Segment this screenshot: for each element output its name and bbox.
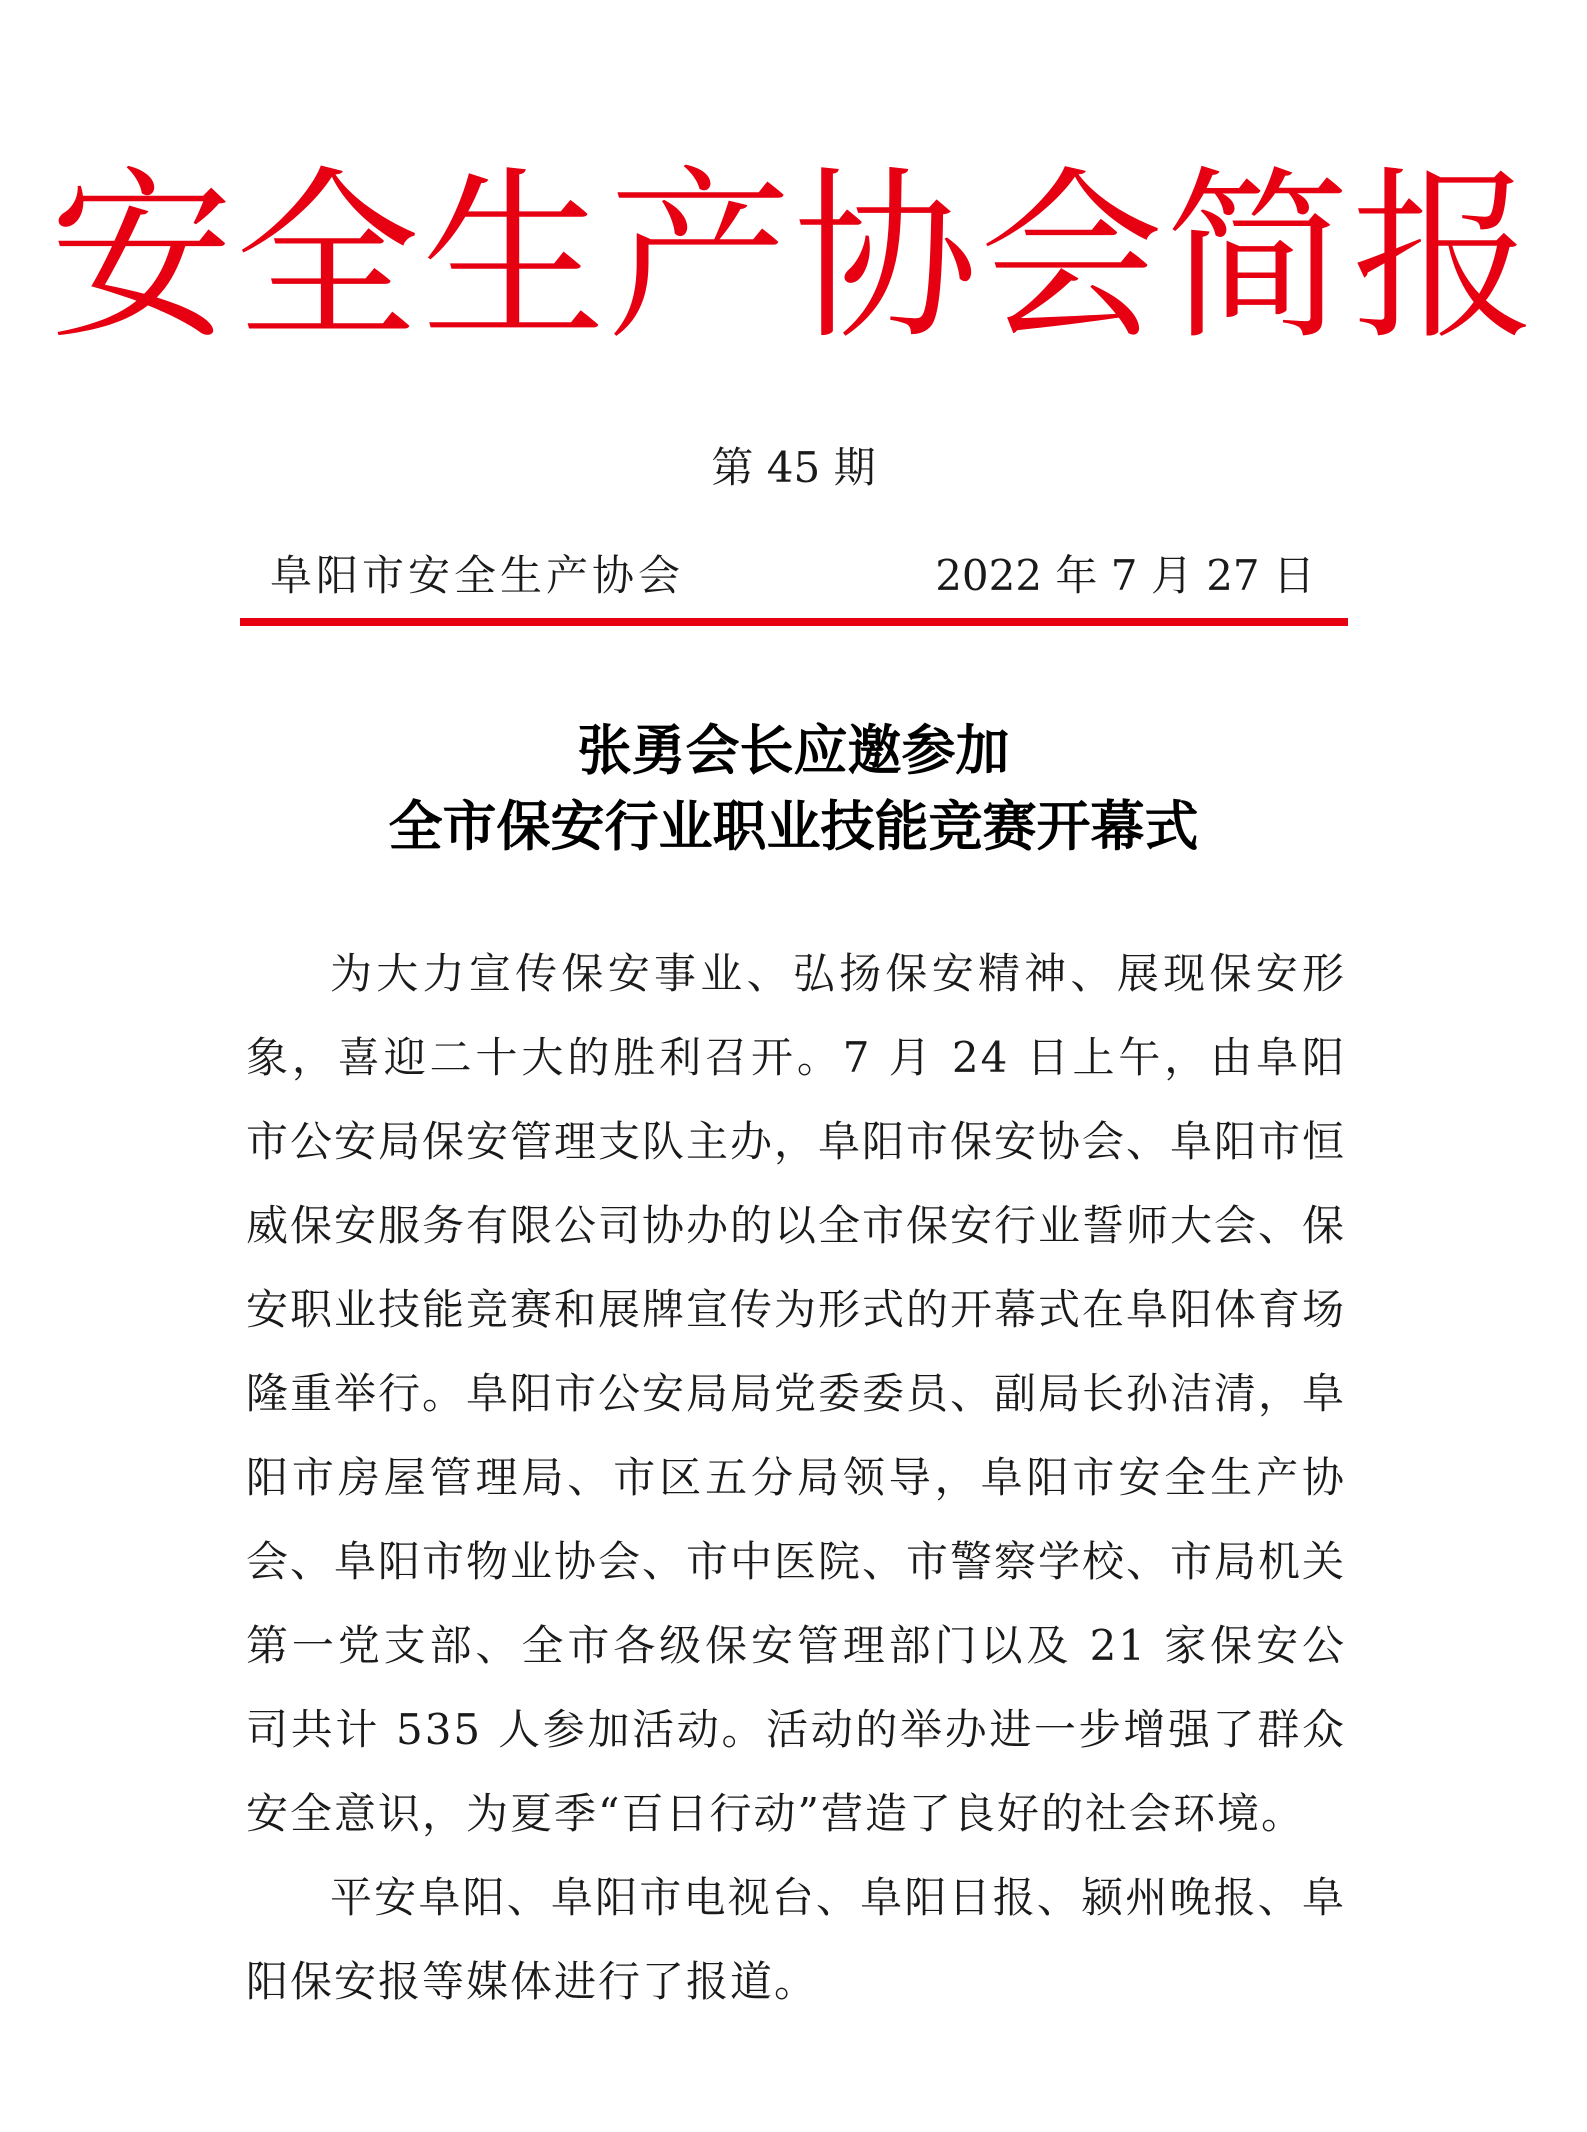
article-paragraph: 为大力宣传保安事业、弘扬保安精神、展现保安形象，喜迎二十大的胜利召开。7 月 24 日上午，由阜阳市公安局保安管理支队主办，阜阳市保安协会、阜阳市恒威保安服务有限公司协办的以全市保安行业誓师大会、保安职业技能竞赛和展牌宣传为形式的开幕式在阜阳体育场隆重举行。阜阳市公安局局党委委员、副局长孙洁清，阜阳市房屋管理局、市区五分局领导，阜阳市安全生产协会、阜阳市物业协会、市中医院、市警察学校、市局机关第一党支部、全市各级保安管理部门以及 21 家保安公司共计 535 人参加活动。活动的举办进一步增强了群众安全意识，为夏季“百日行动”营造了良好的社会环境。 <box>246 949 1347 1838</box>
newsletter-masthead: 安全生产协会简报 <box>49 151 1538 365</box>
issue-number: 第 45 期 <box>711 443 876 492</box>
publisher-organization: 阜阳市安全生产协会 <box>270 551 685 600</box>
article-title-line-2: 全市保安行业职业技能竞赛开幕式 <box>388 794 1199 858</box>
publication-date: 2022 年 7 月 27 日 <box>935 551 1315 600</box>
article-paragraph: 平安阜阳、阜阳市电视台、阜阳日报、颍州晚报、阜阳保安报等媒体进行了报道。 <box>246 1873 1346 2006</box>
article-title-line-1: 张勇会长应邀参加 <box>577 718 1010 782</box>
article-body <box>246 932 1346 2024</box>
article-title <box>0 712 1587 864</box>
red-divider-line <box>240 618 1348 626</box>
